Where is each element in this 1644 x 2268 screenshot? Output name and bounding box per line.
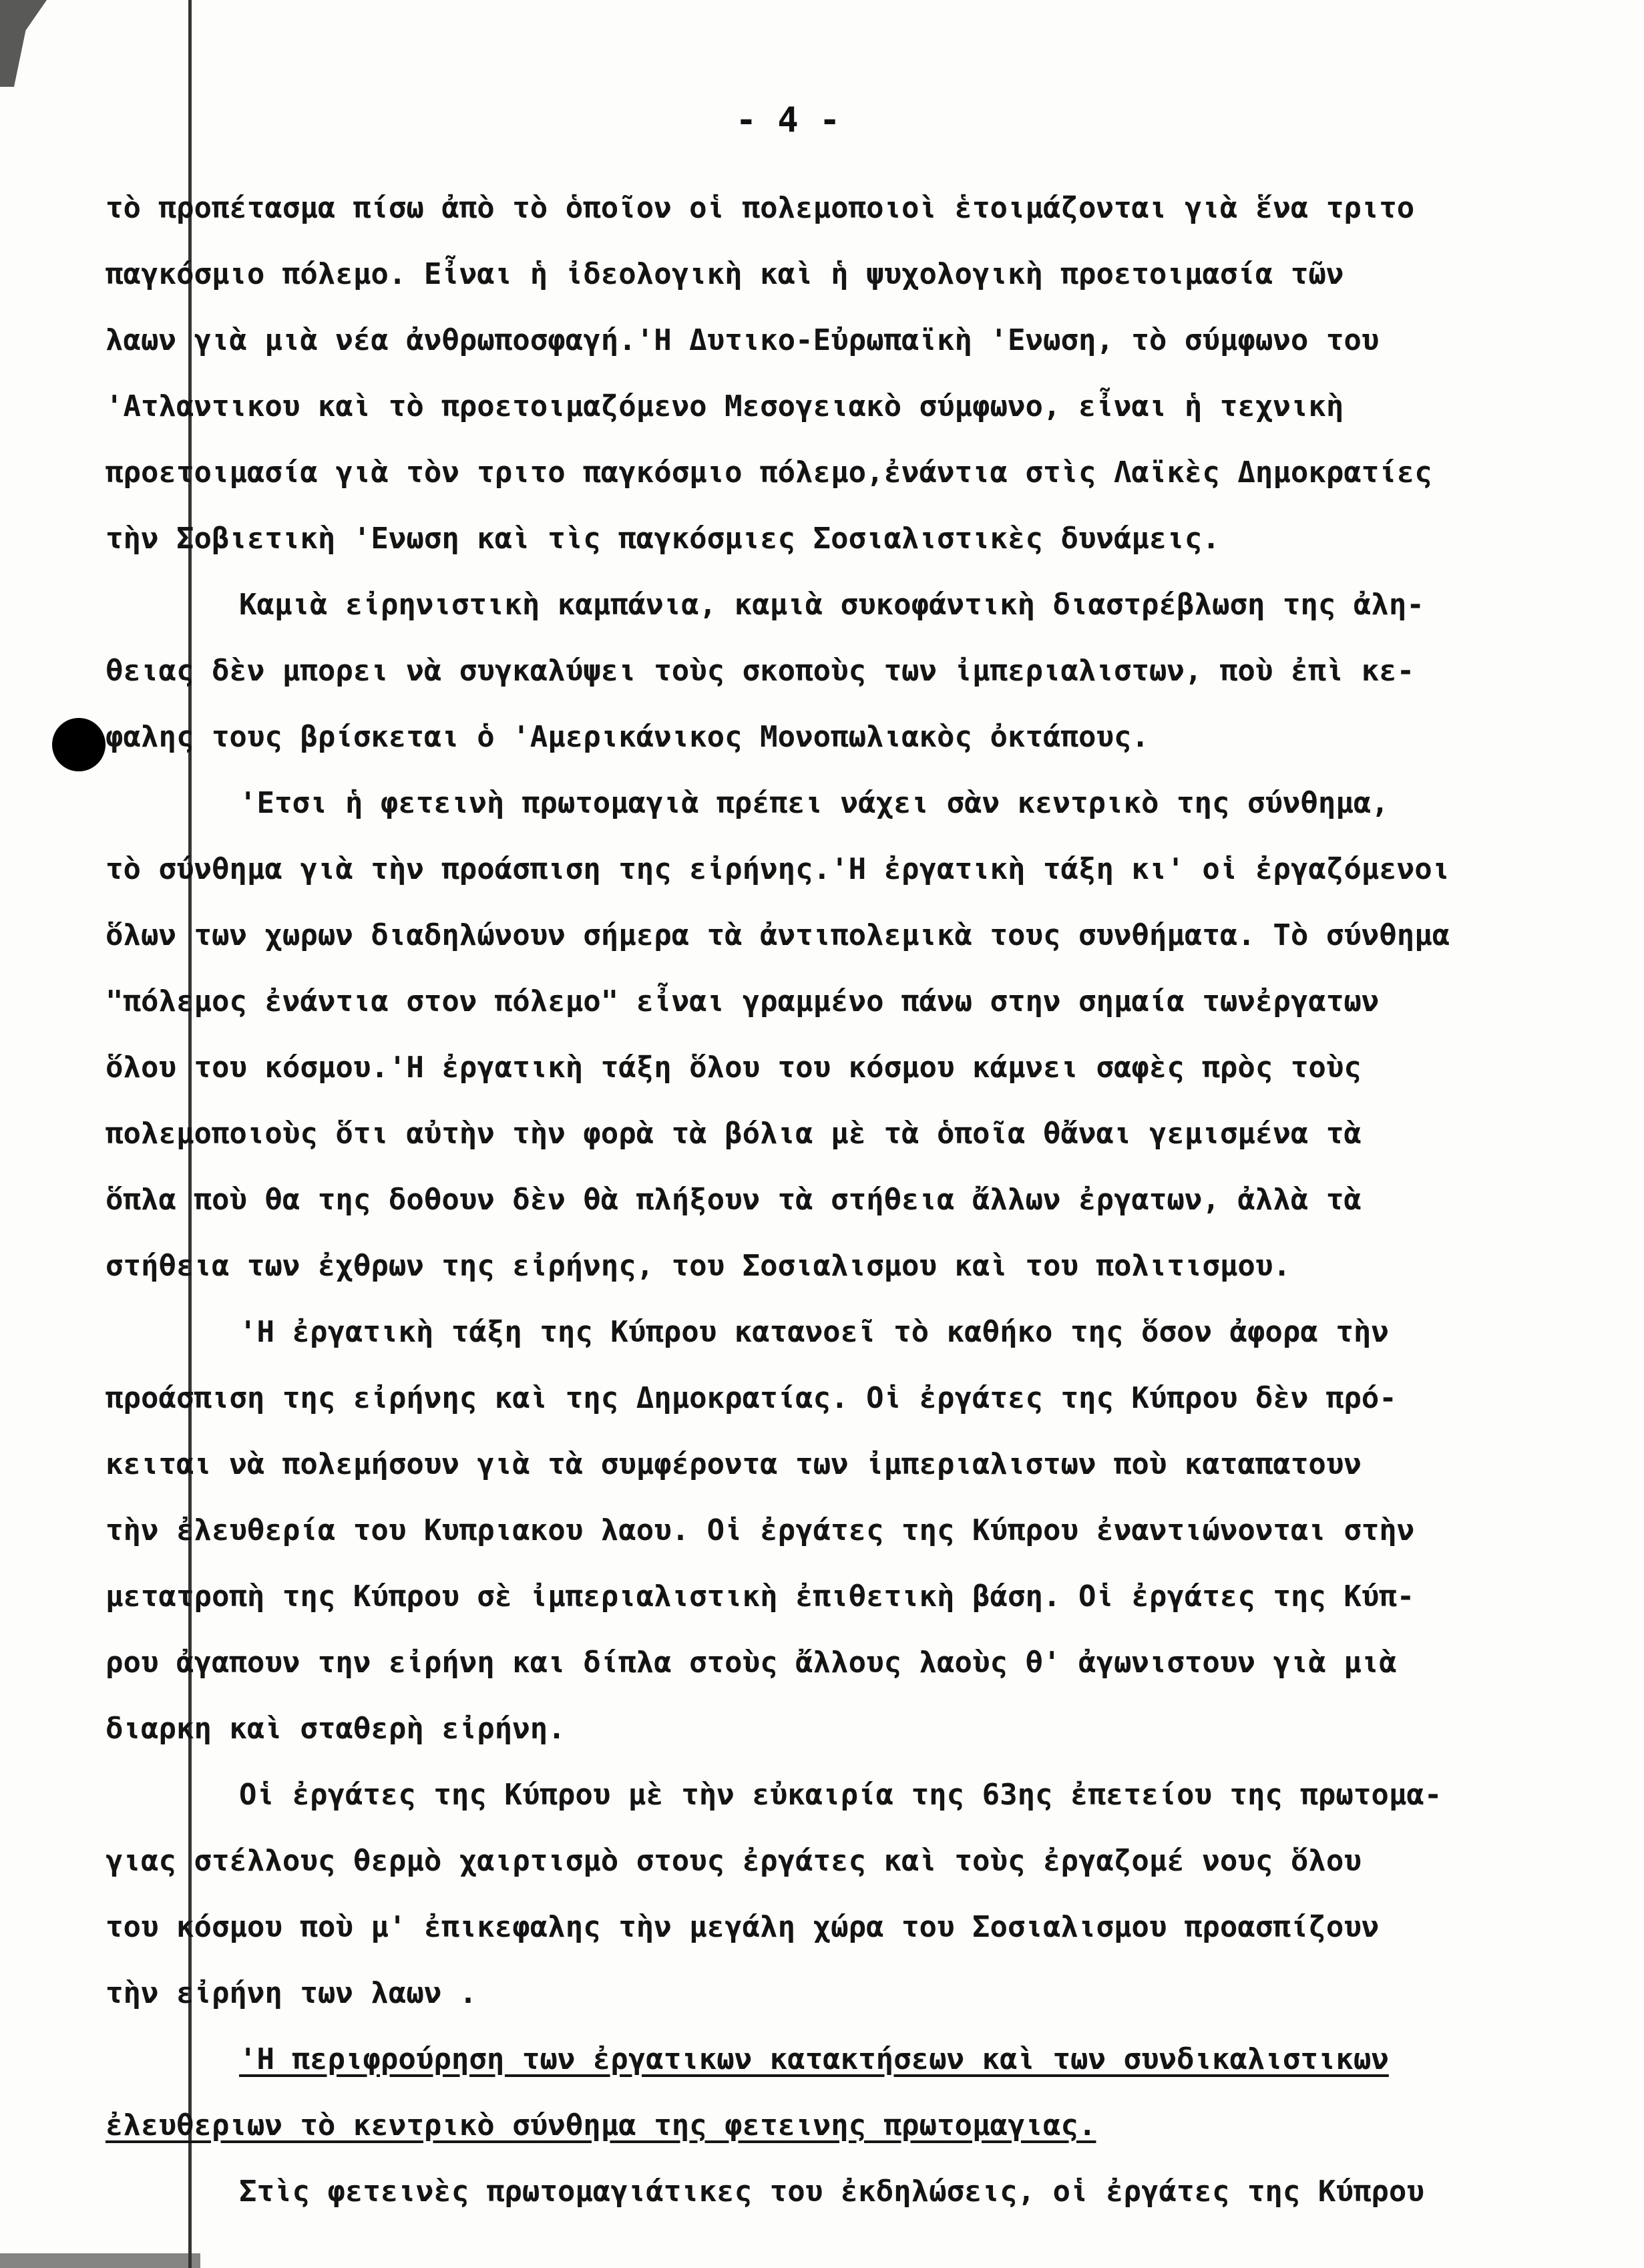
- text-line: κειται νὰ πολεμήσουν γιὰ τὰ συμφέροντα των ἰμπεριαλιστων ποὺ καταπατουν: [106, 1447, 1362, 1481]
- paragraph-start-line: Καμιὰ εἰρηνιστικὴ καμπάνια, καμιὰ συκοφάντικὴ διαστρέβλωση της ἀλη-: [239, 588, 1424, 622]
- text-line: τὸ σύνθημα γιὰ τὴν προάσπιση της εἰρήνης.'Η ἐργατικὴ τάξη κι' οἱ ἐργαζόμενοι: [106, 852, 1450, 886]
- text-line: ὅπλα ποὺ θα της δοθουν δὲν θὰ πλήξουν τὰ στήθεια ἄλλων ἐργατων, ἀλλὰ τὰ: [106, 1183, 1362, 1217]
- text-line: πολεμοποιοὺς ὅτι αὐτὴν τὴν φορὰ τὰ βόλια μὲ τὰ ὁποῖα θἄναι γεμισμένα τὰ: [106, 1117, 1362, 1151]
- section-heading: 'Η περιφρούρηση των ἐργατικων κατακτήσεων καὶ των συνδικαλιστικων: [239, 2042, 1389, 2076]
- bottom-smudge: [0, 2253, 200, 2268]
- text-line: προετοιμασία γιὰ τὸν τριτο παγκόσμιο πόλεμο,ἐνάντια στὶς Λαϊκὲς Δημοκρατίες: [106, 455, 1432, 490]
- text-line: τὴν εἰρήνη των λαων .: [106, 1976, 477, 2010]
- paragraph-start-line: Στὶς φετεινὲς πρωτομαγιάτικες του ἐκδηλώσεις, οἱ ἐργάτες της Κύπρου: [239, 2175, 1424, 2209]
- punch-hole: [52, 718, 106, 771]
- text-line: τὸ προπέτασμα πίσω ἀπὸ τὸ ὁποῖον οἱ πολεμοποιοὶ ἑτοιμάζονται γιὰ ἕνα τριτο: [106, 191, 1415, 225]
- text-line: ρου ἀγαπουν την εἰρήνη και δίπλα στοὺς ἄλλους λαοὺς θ' ἀγωνιστουν γιὰ μιὰ: [106, 1646, 1397, 1680]
- text-line: τὴν Σοβιετικὴ 'Ενωση καὶ τὶς παγκόσμιες Σοσιαλιστικὲς δυνάμεις.: [106, 522, 1220, 556]
- text-line: 'Ατλαντικου καὶ τὸ προετοιμαζόμενο Μεσογειακὸ σύμφωνο, εἶναι ἡ τεχνικὴ: [106, 389, 1344, 423]
- text-line: στήθεια των ἐχθρων της εἰρήνης, του Σοσιαλισμου καὶ του πολιτισμου.: [106, 1249, 1291, 1283]
- corner-smudge: [0, 0, 47, 87]
- text-line: λαων γιὰ μιὰ νέα ἀνθρωποσφαγή.'Η Δυτικο-Εὐρωπαϊκὴ 'Ενωση, τὸ σύμφωνο του: [106, 323, 1380, 357]
- text-line: τὴν ἐλευθερία του Κυπριακου λαου. Οἱ ἐργάτες της Κύπρου ἐναντιώνονται στὴν: [106, 1513, 1415, 1547]
- document-body: [106, 175, 1608, 2225]
- page-number: - 4 -: [735, 100, 841, 140]
- text-line: ὅλων των χωρων διαδηλώνουν σήμερα τὰ ἀντιπολεμικὰ τους συνθήματα. Τὸ σύνθημα: [106, 918, 1450, 952]
- text-line: "πόλεμος ἐνάντια στον πόλεμο" εἶναι γραμμένο πάνω στην σημαία τωνἐργατων: [106, 984, 1380, 1018]
- text-line: παγκόσμιο πόλεμο. Εἶναι ἡ ἰδεολογικὴ καὶ ἡ ψυχολογικὴ προετοιμασία τῶν: [106, 257, 1344, 291]
- paragraph-start-line: 'Ετσι ἡ φετεινὴ πρωτομαγιὰ πρέπει νάχει σὰν κεντρικὸ της σύνθημα,: [239, 786, 1389, 820]
- text-line: προάσπιση της εἰρήνης καὶ της Δημοκρατίας. Οἱ ἐργάτες της Κύπρου δὲν πρό-: [106, 1381, 1397, 1415]
- section-heading: ἐλευθεριων τὸ κεντρικὸ σύνθημα της φετεινης πρωτομαγιας.: [106, 2108, 1096, 2142]
- text-line: φαλης τους βρίσκεται ὁ 'Αμερικάνικος Μονοπωλιακὸς ὀκτάπους.: [106, 720, 1149, 754]
- text-line: θειας δὲν μπορει νὰ συγκαλύψει τοὺς σκοποὺς των ἰμπεριαλιστων, ποὺ ἐπὶ κε-: [106, 654, 1415, 688]
- paragraph-start-line: Οἱ ἐργάτες της Κύπρου μὲ τὴν εὐκαιρία της 63ης ἐπετείου της πρωτομα-: [239, 1778, 1442, 1812]
- text-line: ὅλου του κόσμου.'Η ἐργατικὴ τάξη ὅλου του κόσμου κάμνει σαφὲς πρὸς τοὺς: [106, 1051, 1362, 1085]
- text-line: γιας στέλλους θερμὸ χαιρτισμὸ στους ἐργάτες καὶ τοὺς ἐργαζομέ νους ὅλου: [106, 1844, 1362, 1878]
- text-line: μετατροπὴ της Κύπρου σὲ ἰμπεριαλιστικὴ ἐπιθετικὴ βάση. Οἱ ἐργάτες της Κύπ-: [106, 1579, 1415, 1614]
- paragraph-start-line: 'Η ἐργατικὴ τάξη της Κύπρου κατανοεῖ τὸ καθήκο της ὅσον ἀφορα τὴν: [239, 1315, 1389, 1349]
- text-line: διαρκη καὶ σταθερὴ εἰρήνη.: [106, 1712, 566, 1746]
- text-line: του κόσμου ποὺ μ' ἐπικεφαλης τὴν μεγάλη χώρα του Σοσιαλισμου προασπίζουν: [106, 1910, 1380, 1944]
